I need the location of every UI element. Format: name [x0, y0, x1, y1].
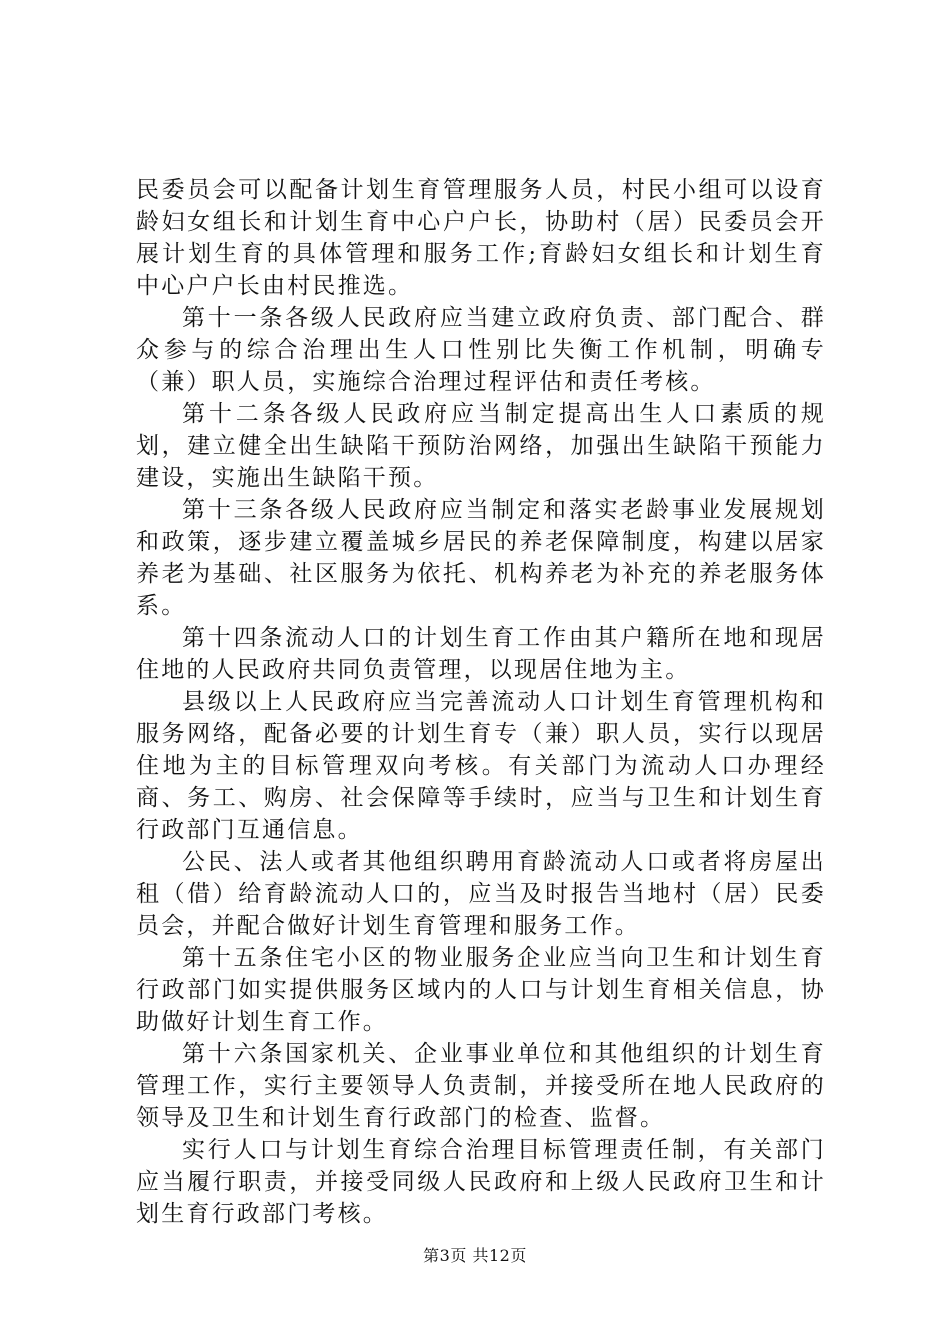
paragraph-article-13: 第十三条各级人民政府应当制定和落实老龄事业发展规划和政策，逐步建立覆盖城乡居民的养老保障制度，构建以居家养老为基础、社区服务为依托、机构养老为补充的养老服务体系。: [136, 497, 826, 619]
paragraph-article-14: 第十四条流动人口的计划生育工作由其户籍所在地和现居住地的人民政府共同负责管理，以现居住地为主。: [136, 625, 826, 683]
paragraph-article-15: 第十五条住宅小区的物业服务企业应当向卫生和计划生育行政部门如实提供服务区域内的人口与计划生育相关信息，协助做好计划生育工作。: [136, 945, 826, 1035]
paragraph-1: 民委员会可以配备计划生育管理服务人员，村民小组可以设育龄妇女组长和计划生育中心户户长，协助村（居）民委员会开展计划生育的具体管理和服务工作;育龄妇女组长和计划生育中心户户长由村民推选。: [136, 177, 826, 299]
page-footer: [0, 1246, 950, 1266]
document-body: [136, 174, 826, 1230]
paragraph-article-14-clause-2: 县级以上人民政府应当完善流动人口计划生育管理机构和服务网络，配备必要的计划生育专（兼）职人员，实行以现居住地为主的目标管理双向考核。有关部门为流动人口办理经商、务工、购房、社会保障等手续时，应当与卫生和计划生育行政部门互通信息。: [136, 689, 826, 843]
paragraph-article-16-clause-2: 实行人口与计划生育综合治理目标管理责任制，有关部门应当履行职责，并接受同级人民政府和上级人民政府卫生和计划生育行政部门考核。: [136, 1137, 826, 1227]
paragraph-article-14-clause-3: 公民、法人或者其他组织聘用育龄流动人口或者将房屋出租（借）给育龄流动人口的，应当及时报告当地村（居）民委员会，并配合做好计划生育管理和服务工作。: [136, 849, 826, 939]
paragraph-article-16: 第十六条国家机关、企业事业单位和其他组织的计划生育管理工作，实行主要领导人负责制，并接受所在地人民政府的领导及卫生和计划生育行政部门的检查、监督。: [136, 1041, 826, 1131]
page-number: 第3页: [423, 1246, 467, 1265]
paragraph-article-12: 第十二条各级人民政府应当制定提高出生人口素质的规划，建立健全出生缺陷干预防治网络，加强出生缺陷干预能力建设，实施出生缺陷干预。: [136, 401, 826, 491]
page-total: 共12页: [472, 1246, 527, 1265]
paragraph-article-11: 第十一条各级人民政府应当建立政府负责、部门配合、群众参与的综合治理出生人口性别比失衡工作机制，明确专（兼）职人员，实施综合治理过程评估和责任考核。: [136, 305, 826, 395]
